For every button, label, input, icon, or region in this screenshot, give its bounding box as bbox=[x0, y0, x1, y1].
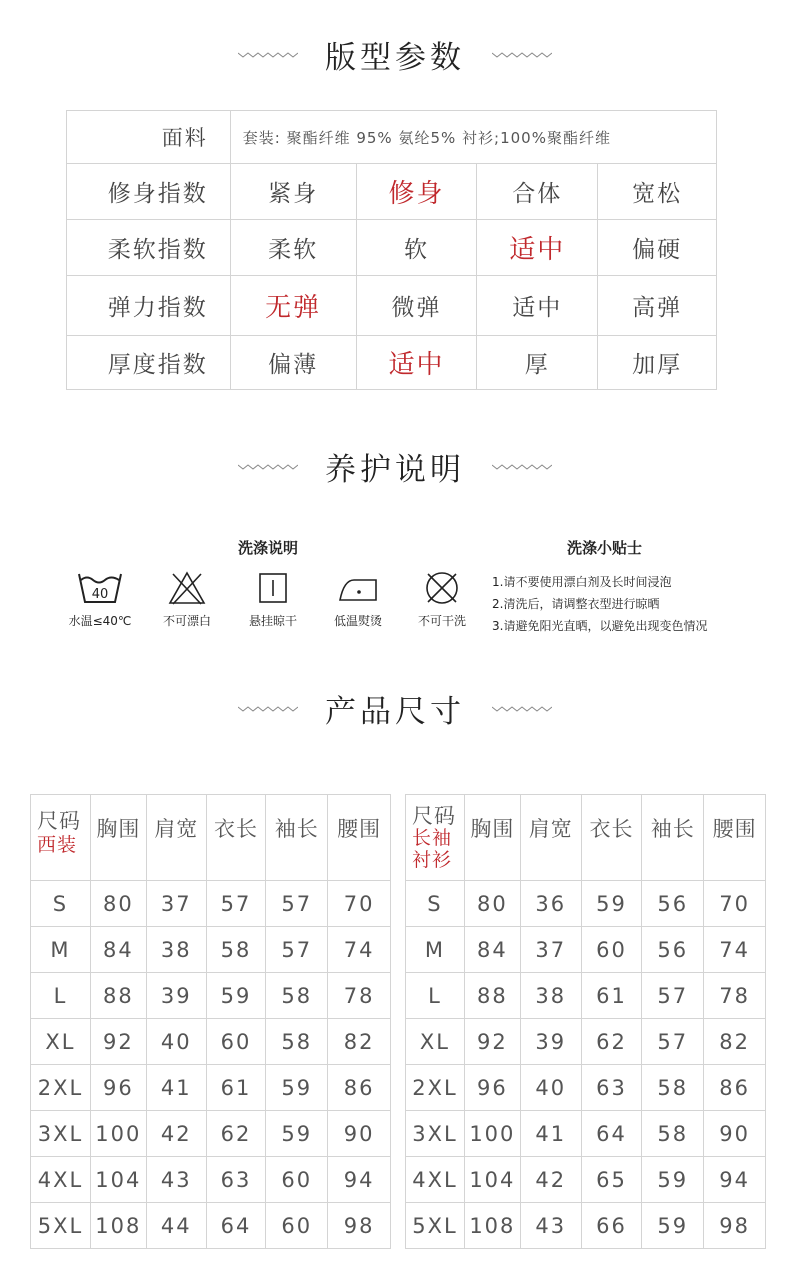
size-value-cell: 104 bbox=[464, 1157, 520, 1203]
zigzag-left-icon bbox=[238, 462, 298, 472]
size-label-cell: XL bbox=[31, 1019, 91, 1065]
fabric-row bbox=[67, 111, 717, 164]
size-header-row bbox=[406, 795, 766, 881]
param-option: 微弹 bbox=[356, 276, 477, 336]
size-value-cell: 90 bbox=[328, 1111, 391, 1157]
size-label-cell: L bbox=[406, 973, 465, 1019]
size-value-cell: 100 bbox=[90, 1111, 146, 1157]
size-value-cell: 84 bbox=[464, 927, 520, 973]
size-value-cell: 92 bbox=[90, 1019, 146, 1065]
size-header-cell: 衣长 bbox=[206, 795, 266, 881]
size-value-cell: 59 bbox=[206, 973, 266, 1019]
size-value-cell: 86 bbox=[704, 1065, 766, 1111]
size-row bbox=[406, 1019, 766, 1065]
size-value-cell: 59 bbox=[642, 1203, 704, 1249]
size-value-cell: 62 bbox=[206, 1111, 266, 1157]
size-value-cell: 57 bbox=[642, 973, 704, 1019]
size-value-cell: 104 bbox=[90, 1157, 146, 1203]
param-option: 偏薄 bbox=[230, 336, 356, 390]
size-value-cell: 56 bbox=[642, 927, 704, 973]
size-value-cell: 41 bbox=[520, 1111, 581, 1157]
zigzag-right-icon bbox=[492, 704, 552, 714]
size-label-cell: 5XL bbox=[406, 1203, 465, 1249]
size-value-cell: 62 bbox=[581, 1019, 642, 1065]
size-label-cell: 2XL bbox=[31, 1065, 91, 1111]
size-value-cell: 58 bbox=[266, 1019, 328, 1065]
care-item-low-iron bbox=[318, 570, 398, 629]
no-dry-clean-icon bbox=[422, 570, 462, 606]
size-row bbox=[31, 1065, 391, 1111]
wash-tips-title: 洗涤小贴士 bbox=[567, 539, 643, 557]
size-header-cell: 腰围 bbox=[328, 795, 391, 881]
no-bleach-icon bbox=[167, 570, 207, 606]
param-option: 加厚 bbox=[598, 336, 717, 390]
size-value-cell: 58 bbox=[266, 973, 328, 1019]
size-value-cell: 82 bbox=[328, 1019, 391, 1065]
size-corner-label: 尺码 bbox=[412, 804, 456, 828]
size-row bbox=[406, 973, 766, 1019]
param-option-selected: 修身 bbox=[356, 164, 477, 220]
size-row bbox=[406, 927, 766, 973]
size-header-cell: 衣长 bbox=[581, 795, 642, 881]
care-item-hang-dry bbox=[233, 570, 313, 629]
size-label-cell: 4XL bbox=[406, 1157, 465, 1203]
size-value-cell: 84 bbox=[90, 927, 146, 973]
size-label-cell: 3XL bbox=[31, 1111, 91, 1157]
size-row bbox=[406, 1157, 766, 1203]
params-title: 版型参数 bbox=[325, 40, 465, 76]
param-option: 偏硬 bbox=[598, 220, 717, 276]
size-row bbox=[31, 973, 391, 1019]
size-label-cell: 2XL bbox=[406, 1065, 465, 1111]
care-label-wash: 水温≤40℃ bbox=[68, 614, 132, 628]
param-row bbox=[67, 336, 717, 390]
size-value-cell: 78 bbox=[328, 973, 391, 1019]
param-option: 紧身 bbox=[230, 164, 356, 220]
param-label: 柔软指数 bbox=[67, 220, 231, 276]
size-value-cell: 66 bbox=[581, 1203, 642, 1249]
wash-tip: 3.请避免阳光直晒，以避免出现变色情况 bbox=[492, 619, 708, 633]
hang-dry-icon bbox=[255, 570, 291, 606]
size-value-cell: 59 bbox=[581, 881, 642, 927]
size-title: 产品尺寸 bbox=[325, 694, 465, 730]
size-value-cell: 64 bbox=[581, 1111, 642, 1157]
size-value-cell: 63 bbox=[581, 1065, 642, 1111]
size-row bbox=[31, 1111, 391, 1157]
size-header-row bbox=[31, 795, 391, 881]
size-corner-sub: 衬衫 bbox=[412, 849, 453, 871]
size-label-cell: 3XL bbox=[406, 1111, 465, 1157]
size-row bbox=[406, 1065, 766, 1111]
size-corner-cell bbox=[406, 795, 465, 881]
size-label-cell: L bbox=[31, 973, 91, 1019]
param-option-selected: 适中 bbox=[356, 336, 477, 390]
fabric-value: 套装: 聚酯纤维 95% 氨纶5% 衬衫;100%聚酯纤维 bbox=[230, 111, 716, 164]
wash-40-icon bbox=[77, 570, 123, 606]
size-value-cell: 58 bbox=[206, 927, 266, 973]
care-label-no-dry-clean: 不可干洗 bbox=[417, 614, 466, 628]
size-value-cell: 98 bbox=[328, 1203, 391, 1249]
size-row bbox=[31, 1157, 391, 1203]
wash-temp-number: 40 bbox=[91, 587, 109, 602]
fabric-label: 面料 bbox=[67, 111, 231, 164]
size-corner-sub: 长袖 bbox=[412, 827, 453, 849]
size-value-cell: 43 bbox=[520, 1203, 581, 1249]
size-value-cell: 86 bbox=[328, 1065, 391, 1111]
param-option: 厚 bbox=[477, 336, 598, 390]
size-value-cell: 70 bbox=[328, 881, 391, 927]
size-value-cell: 60 bbox=[206, 1019, 266, 1065]
size-row bbox=[406, 881, 766, 927]
size-value-cell: 58 bbox=[642, 1065, 704, 1111]
size-label-cell: XL bbox=[406, 1019, 465, 1065]
size-value-cell: 42 bbox=[520, 1157, 581, 1203]
size-label-cell: 5XL bbox=[31, 1203, 91, 1249]
size-label-cell: M bbox=[31, 927, 91, 973]
zigzag-right-icon bbox=[492, 462, 552, 472]
size-header-cell: 肩宽 bbox=[146, 795, 206, 881]
size-header-cell: 袖长 bbox=[642, 795, 704, 881]
size-value-cell: 59 bbox=[266, 1111, 328, 1157]
size-value-cell: 36 bbox=[520, 881, 581, 927]
param-option: 软 bbox=[356, 220, 477, 276]
zigzag-left-icon bbox=[238, 50, 298, 60]
param-option: 柔软 bbox=[230, 220, 356, 276]
size-value-cell: 90 bbox=[704, 1111, 766, 1157]
shirt-size-table bbox=[405, 794, 766, 1249]
wash-tip: 1.请不要使用漂白剂及长时间浸泡 bbox=[492, 575, 672, 589]
size-value-cell: 59 bbox=[642, 1157, 704, 1203]
size-value-cell: 43 bbox=[146, 1157, 206, 1203]
size-value-cell: 92 bbox=[464, 1019, 520, 1065]
size-corner-label: 尺码 bbox=[37, 809, 81, 833]
param-row bbox=[67, 164, 717, 220]
size-value-cell: 40 bbox=[520, 1065, 581, 1111]
size-value-cell: 74 bbox=[704, 927, 766, 973]
size-value-cell: 38 bbox=[520, 973, 581, 1019]
size-value-cell: 74 bbox=[328, 927, 391, 973]
size-value-cell: 57 bbox=[266, 927, 328, 973]
size-value-cell: 44 bbox=[146, 1203, 206, 1249]
size-value-cell: 82 bbox=[704, 1019, 766, 1065]
care-label-low-iron: 低温熨烫 bbox=[333, 614, 382, 628]
size-value-cell: 42 bbox=[146, 1111, 206, 1157]
param-label: 修身指数 bbox=[67, 164, 231, 220]
size-value-cell: 78 bbox=[704, 973, 766, 1019]
param-label: 弹力指数 bbox=[67, 276, 231, 336]
size-value-cell: 39 bbox=[146, 973, 206, 1019]
param-row bbox=[67, 220, 717, 276]
size-value-cell: 60 bbox=[266, 1203, 328, 1249]
size-value-cell: 57 bbox=[266, 881, 328, 927]
size-value-cell: 108 bbox=[90, 1203, 146, 1249]
wash-tip: 2.清洗后，请调整衣型进行晾晒 bbox=[492, 597, 660, 611]
size-value-cell: 88 bbox=[90, 973, 146, 1019]
param-option-selected: 适中 bbox=[477, 220, 598, 276]
size-value-cell: 40 bbox=[146, 1019, 206, 1065]
size-header-cell: 腰围 bbox=[704, 795, 766, 881]
size-value-cell: 57 bbox=[206, 881, 266, 927]
size-value-cell: 80 bbox=[464, 881, 520, 927]
size-value-cell: 61 bbox=[206, 1065, 266, 1111]
param-label: 厚度指数 bbox=[67, 336, 231, 390]
size-value-cell: 65 bbox=[581, 1157, 642, 1203]
size-value-cell: 100 bbox=[464, 1111, 520, 1157]
size-value-cell: 60 bbox=[581, 927, 642, 973]
size-value-cell: 59 bbox=[266, 1065, 328, 1111]
size-value-cell: 96 bbox=[90, 1065, 146, 1111]
size-value-cell: 60 bbox=[266, 1157, 328, 1203]
size-row bbox=[31, 1203, 391, 1249]
size-value-cell: 37 bbox=[146, 881, 206, 927]
params-table bbox=[66, 110, 717, 390]
care-heading bbox=[0, 444, 790, 489]
care-label-no-bleach: 不可漂白 bbox=[162, 614, 211, 628]
size-row bbox=[406, 1111, 766, 1157]
size-header-cell: 胸围 bbox=[90, 795, 146, 881]
size-value-cell: 58 bbox=[642, 1111, 704, 1157]
size-row bbox=[31, 1019, 391, 1065]
size-row bbox=[31, 881, 391, 927]
size-value-cell: 41 bbox=[146, 1065, 206, 1111]
size-label-cell: S bbox=[31, 881, 91, 927]
size-value-cell: 39 bbox=[520, 1019, 581, 1065]
zigzag-right-icon bbox=[492, 50, 552, 60]
size-value-cell: 37 bbox=[520, 927, 581, 973]
param-option: 适中 bbox=[477, 276, 598, 336]
size-value-cell: 98 bbox=[704, 1203, 766, 1249]
size-value-cell: 70 bbox=[704, 881, 766, 927]
size-header-cell: 袖长 bbox=[266, 795, 328, 881]
params-heading bbox=[0, 32, 790, 77]
size-value-cell: 94 bbox=[704, 1157, 766, 1203]
care-title: 养护说明 bbox=[325, 452, 465, 488]
param-option: 宽松 bbox=[598, 164, 717, 220]
size-value-cell: 56 bbox=[642, 881, 704, 927]
size-heading bbox=[0, 686, 790, 731]
low-iron-icon bbox=[336, 570, 380, 606]
wash-tips-list bbox=[492, 571, 707, 637]
care-item-no-bleach bbox=[147, 570, 227, 629]
size-value-cell: 63 bbox=[206, 1157, 266, 1203]
size-label-cell: S bbox=[406, 881, 465, 927]
size-value-cell: 57 bbox=[642, 1019, 704, 1065]
size-row bbox=[406, 1203, 766, 1249]
size-label-cell: M bbox=[406, 927, 465, 973]
size-header-cell: 肩宽 bbox=[520, 795, 581, 881]
size-label-cell: 4XL bbox=[31, 1157, 91, 1203]
param-row bbox=[67, 276, 717, 336]
care-item-wash bbox=[60, 570, 140, 629]
size-row bbox=[31, 927, 391, 973]
care-item-no-dry-clean bbox=[402, 570, 482, 629]
wash-instructions-title: 洗涤说明 bbox=[238, 539, 299, 557]
size-value-cell: 38 bbox=[146, 927, 206, 973]
size-value-cell: 88 bbox=[464, 973, 520, 1019]
size-value-cell: 108 bbox=[464, 1203, 520, 1249]
size-corner-sub: 西装 bbox=[37, 834, 78, 856]
care-label-hang-dry: 悬挂晾干 bbox=[248, 614, 297, 628]
param-option-selected: 无弹 bbox=[230, 276, 356, 336]
param-option: 合体 bbox=[477, 164, 598, 220]
size-value-cell: 96 bbox=[464, 1065, 520, 1111]
size-header-cell: 胸围 bbox=[464, 795, 520, 881]
size-corner-cell bbox=[31, 795, 91, 881]
zigzag-left-icon bbox=[238, 704, 298, 714]
size-value-cell: 94 bbox=[328, 1157, 391, 1203]
size-value-cell: 64 bbox=[206, 1203, 266, 1249]
size-value-cell: 61 bbox=[581, 973, 642, 1019]
param-option: 高弹 bbox=[598, 276, 717, 336]
size-value-cell: 80 bbox=[90, 881, 146, 927]
suit-size-table bbox=[30, 794, 391, 1249]
